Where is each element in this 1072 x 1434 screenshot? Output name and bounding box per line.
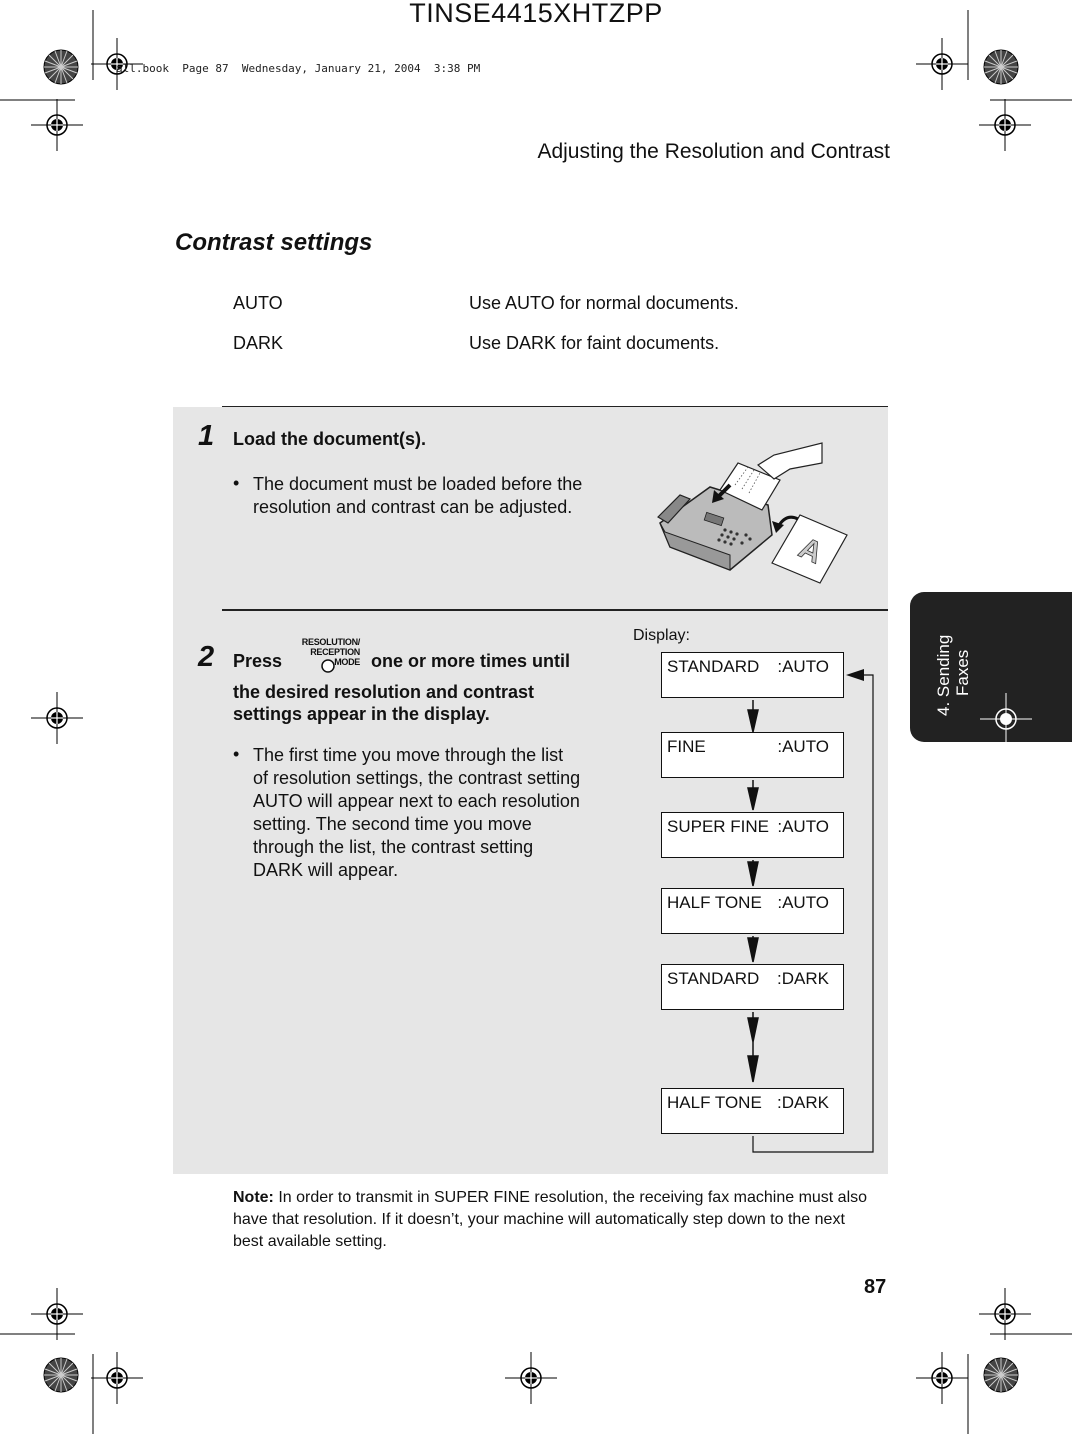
lcd-display: HALF TONE :DARK: [661, 1088, 844, 1134]
display-flow-arrows: [640, 640, 890, 1160]
lcd-display: STANDARD :AUTO: [661, 652, 844, 698]
section-title: Contrast settings: [175, 229, 373, 256]
fax-machine-illustration: [650, 435, 850, 590]
step-2-bullet: The first time you move through the list of resolution settings, the contrast setting AUTO will appear next to each resolution setting. The second time you move through the list, the contrast setting DARK will appear.: [253, 745, 581, 880]
setting-name-auto: AUTO: [233, 293, 283, 313]
lcd-display: FINE :AUTO: [661, 732, 844, 778]
bullet-dot: •: [233, 473, 240, 493]
lcd-display: HALF TONE :AUTO: [661, 888, 844, 934]
note-label: Note:: [233, 1189, 274, 1206]
step-divider: [222, 609, 888, 611]
page-number: 87: [864, 1276, 887, 1298]
step-1-title: Load the document(s).: [233, 429, 426, 449]
setting-desc-dark: Use DARK for faint documents.: [469, 333, 720, 353]
step-1-bullet: The document must be loaded before the resolution and contrast can be adjusted.: [253, 474, 583, 517]
step-1-number: 1: [198, 420, 215, 452]
running-head: Adjusting the Resolution and Contrast: [537, 140, 890, 163]
display-label: Display:: [633, 627, 690, 644]
note-text: In order to transmit in SUPER FINE resolution, the receiving fax machine must also have that resolution. If it doesn’t, your machine will automatically step down to the next best available setting.: [233, 1189, 868, 1250]
lcd-display: STANDARD :DARK: [661, 964, 844, 1010]
bullet-dot: •: [233, 744, 240, 764]
step-2-number: 2: [198, 641, 215, 673]
setting-desc-auto: Use AUTO for normal documents.: [469, 293, 739, 313]
svg-text:A: A: [793, 531, 828, 571]
resolution-reception-mode-button-label: RESOLUTION/ RECEPTION MODE: [301, 637, 360, 667]
book-info-line: all.book Page 87 Wednesday, January 21, 2004 3:38 PM: [116, 62, 481, 75]
setting-name-dark: DARK: [233, 333, 284, 353]
step-2-title-line1: one or more times until: [371, 651, 571, 671]
lcd-display: SUPER FINE :AUTO: [661, 812, 844, 858]
chapter-tab-label: 4. Sending Faxes: [934, 634, 972, 716]
step-2-press: Press: [233, 651, 283, 671]
resolution-button-icon: [320, 658, 336, 674]
top-rule: [222, 406, 888, 407]
step-2-title-rest: the desired resolution and contrast settings appear in the display.: [233, 682, 535, 724]
note: [233, 1187, 873, 1253]
job-code: TINSE4415XHTZPP: [409, 0, 663, 28]
tab-registration-mark: [980, 693, 1032, 745]
